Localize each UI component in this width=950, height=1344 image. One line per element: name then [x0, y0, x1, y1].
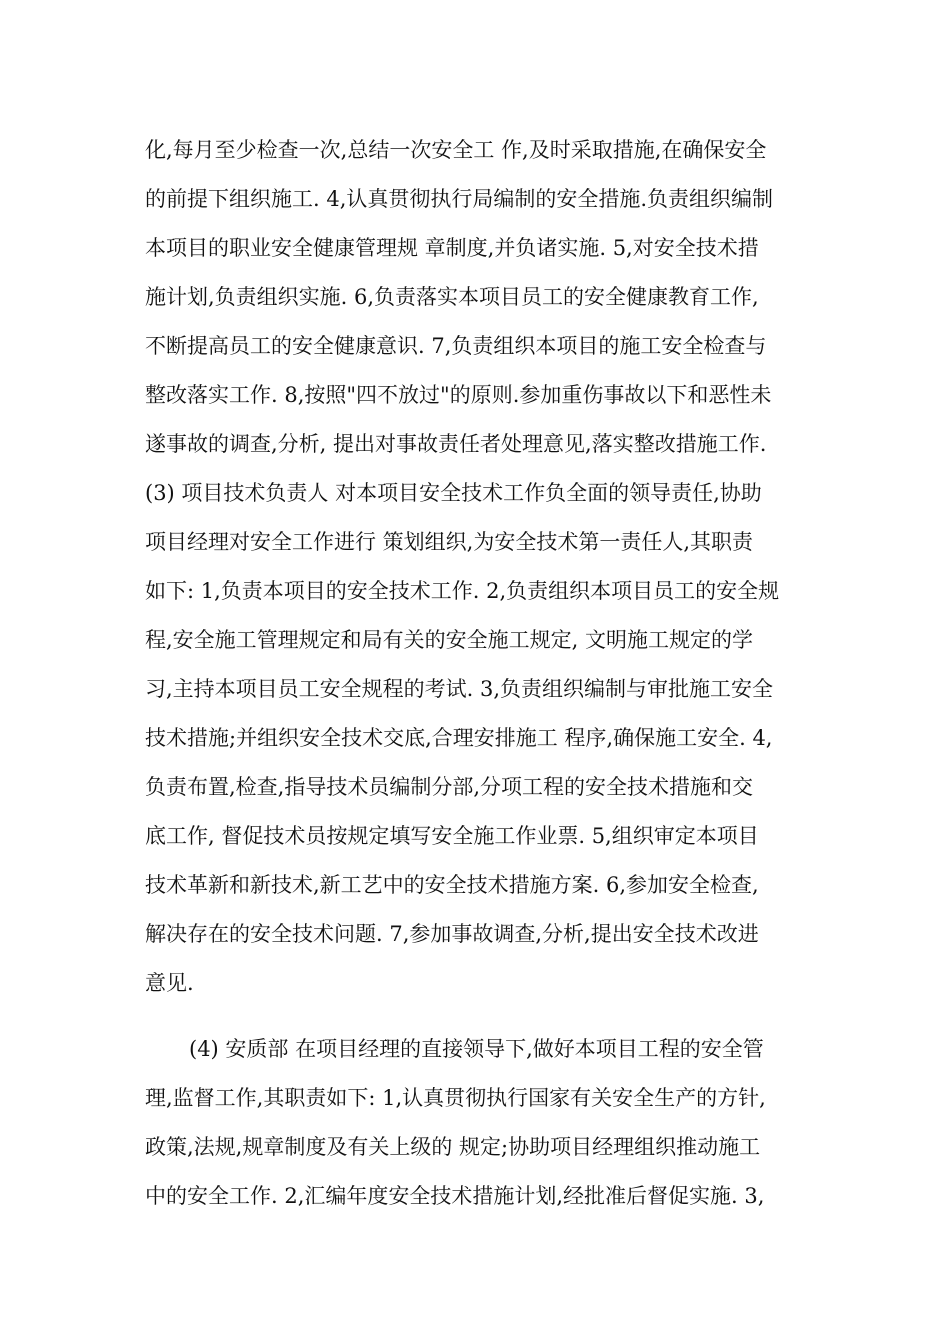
text-line: 本项目的职业安全健康管理规 章制度,并负诸实施. 5,对安全技术措 [145, 236, 759, 260]
text-line: 化,每月至少检查一次,总结一次安全工 作,及时采取措施,在确保安全 [145, 138, 767, 162]
text-line: (3) 项目技术负责人 对本项目安全技术工作负全面的领导责任,协助 [145, 481, 762, 505]
text-line: 技术革新和新技术,新工艺中的安全技术措施方案. 6,参加安全检查, [145, 873, 759, 897]
text-line: 整改落实工作. 8,按照"四不放过"的原则.参加重伤事故以下和恶性未 [145, 383, 772, 407]
text-line: 施计划,负责组织实施. 6,负责落实本项目员工的安全健康教育工作, [145, 285, 759, 309]
text-line: 遂事故的调查,分析, 提出对事故责任者处理意见,落实整改措施工作. [145, 432, 767, 456]
text-line: 解决存在的安全技术问题. 7,参加事故调查,分析,提出安全技术改进 [145, 922, 759, 946]
text-line: 负责布置,检查,指导技术员编制分部,分项工程的安全技术措施和交 [145, 775, 754, 799]
text-line: 的前提下组织施工. 4,认真贯彻执行局编制的安全措施.负责组织编制 [145, 187, 774, 211]
text-line: 习,主持本项目员工安全规程的考试. 3,负责组织编制与审批施工安全 [145, 677, 774, 701]
text-line: 技术措施;并组织安全技术交底,合理安排施工 程序,确保施工安全. 4, [145, 726, 773, 750]
paragraph-safety-quality-dept [145, 1025, 815, 1221]
text-line: (4) 安质部 在项目经理的直接领导下,做好本项目工程的安全管 [189, 1037, 764, 1061]
paragraph-responsibilities-cont [145, 126, 815, 1008]
text-line: 不断提高员工的安全健康意识. 7,负责组织本项目的施工安全检查与 [145, 334, 767, 358]
text-line: 项目经理对安全工作进行 策划组织,为安全技术第一责任人,其职责 [145, 530, 754, 554]
text-line: 中的安全工作. 2,汇编年度安全技术措施计划,经批准后督促实施. 3, [145, 1184, 765, 1208]
text-line: 理,监督工作,其职责如下: 1,认真贯彻执行国家有关安全生产的方针, [145, 1086, 766, 1110]
text-line: 程,安全施工管理规定和局有关的安全施工规定, 文明施工规定的学 [145, 628, 754, 652]
text-line: 意见. [145, 971, 194, 995]
text-line: 如下: 1,负责本项目的安全技术工作. 2,负责组织本项目员工的安全规 [145, 579, 780, 603]
text-line: 底工作, 督促技术员按规定填写安全施工作业票. 5,组织审定本项目 [145, 824, 759, 848]
text-line: 政策,法规,规章制度及有关上级的 规定;协助项目经理组织推动施工 [145, 1135, 761, 1159]
